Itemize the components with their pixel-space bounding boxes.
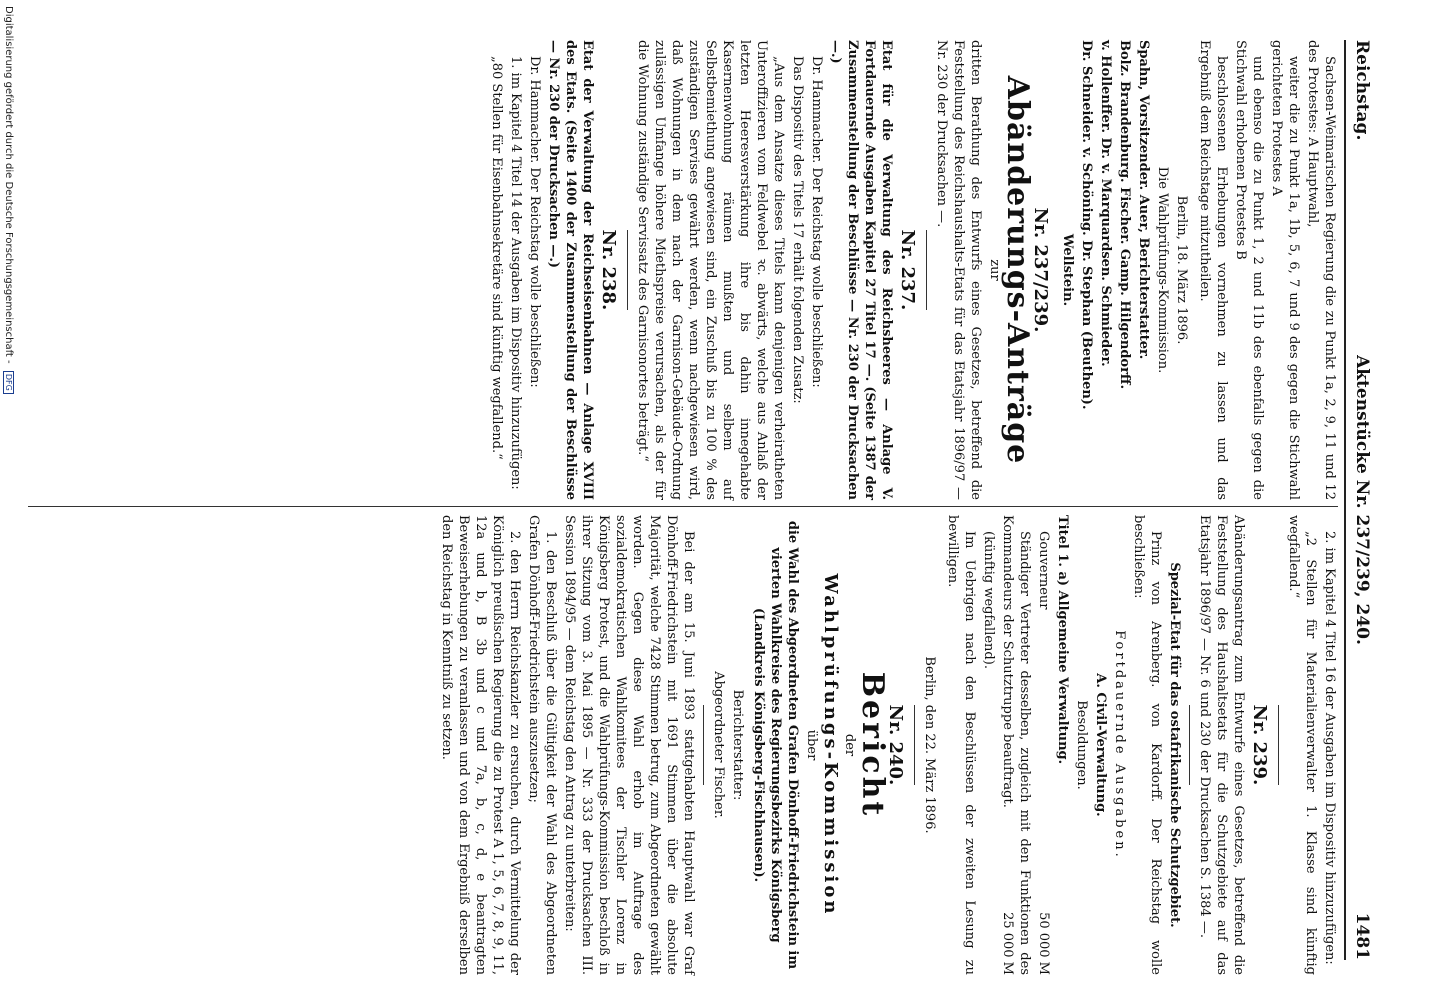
uebrigen: Im Uebrigen nach den Beschlüssen der zweiten Lesung zu bewilligen. <box>945 515 977 975</box>
motion-item-2-quote: „2 Stellen für Materialienverwalter 1. Klasse sind künftig wegfallend.“ <box>1286 515 1318 975</box>
date-2: Berlin, den 22. März 1896. <box>922 656 937 834</box>
civil-verwaltung: A. Civil-Verwaltung. <box>1093 673 1108 817</box>
heading-nr-239: Nr. 239. <box>1249 704 1270 786</box>
signature-line: Dr. Schneider. v. Schöning. Dr. Stephan (Beuthen). <box>1079 40 1094 410</box>
separator-rule <box>627 230 628 310</box>
date-1: Berlin, 18. März 1896. <box>1174 195 1189 345</box>
commission-name: Die Wahlprüfungs-Kommission. <box>1155 166 1170 374</box>
wahl-title: die Wahl des Abgeordneten Grafen Dönhoff-Friedrichstein im vierten Wahlkreise des Regierungsbezirks Königsberg (Landkreis Königsberg-Fischhausen). <box>751 520 800 970</box>
right-column <box>18 515 1338 975</box>
separator-rule <box>914 705 915 785</box>
heading-nr-238: Nr. 238. <box>598 229 619 311</box>
abgeordneter-name: Abgeordneter Fischer. <box>711 671 726 819</box>
titel-1: Titel 1. a) Allgemeine Verwaltung. <box>1055 515 1070 765</box>
kuenftig-wegfallend: (künftig wegfallend). <box>981 531 996 669</box>
fortdauernde-ausgaben: Fortdauernde Ausgaben. <box>1112 630 1127 860</box>
header-left: Reichstag. <box>1352 40 1372 141</box>
heading-nr-237: Nr. 237. <box>897 229 918 311</box>
zur-label: zur <box>987 259 1002 281</box>
separator-rule <box>1278 705 1279 785</box>
staendiger-label: Ständiger Vertreter desselben, zugleich mit den Funktionen des Kommandeurs der Schutztruppe beauftragt. <box>1000 515 1032 975</box>
berichterstatter-label: Berichterstatter: <box>730 689 745 801</box>
intro-line: und ebenso die zu Punkt 1, 2 und 11b des ebenfalls gegen die Stichwahl erhobenen Protestes B <box>1233 40 1265 500</box>
heading-nr-240: Nr. 240. <box>885 704 906 786</box>
header-rule <box>1344 40 1346 960</box>
page-number: 1481 <box>1352 912 1372 960</box>
etat-heer: Etat für die Verwaltung des Reichsheeres — Anlage V. Fortdauernde Ausgaben Kapitel 27 Titel 17 —. (Seite 1387 der Zusammenstellung der Beschlüsse — Nr. 230 der Drucksachen —.) <box>828 40 894 500</box>
motion-item-1: 1. im Kapitel 4 Titel 14 der Ausgaben im Dispositiv hinzuzufügen: <box>508 56 523 490</box>
hammacher-motion-2: Dr. Hammacher. Der Reichstag wolle beschließen: <box>527 56 542 388</box>
arenberg-motion: Prinz von Arenberg. von Kardorff. Der Reichstag wolle beschließen: <box>1131 515 1163 975</box>
separator-rule <box>926 230 927 310</box>
left-column <box>18 40 1338 500</box>
kommission-title: Wahlprüfungs-Kommission <box>820 573 841 917</box>
separator-rule <box>1189 705 1190 785</box>
gouverneur-row <box>1035 515 1052 975</box>
column-divider <box>28 506 1338 507</box>
hammacher-motion-1: Dr. Hammacher. Der Reichstag wolle beschließen: <box>809 56 824 388</box>
der-label: der <box>842 733 857 757</box>
besoldungen: Besoldungen. <box>1074 700 1089 790</box>
motion-item-1-quote: „80 Stellen für Eisenbahnsekretäre sind künftig wegfallend.“ <box>489 56 504 460</box>
etat-bahn: Etat der Verwaltung der Reichseisenbahnen — Anlage XVIII des Etats. (Seite 1400 der Zusammenstellung der Beschlüsse — Nr. 230 der Drucksachen —.) <box>546 40 595 500</box>
ueber-label: über <box>804 729 819 761</box>
signature-line: Wellstein. <box>1060 233 1075 307</box>
request-2: 2. den Herrn Reichskanzler zu ersuchen, durch Vermittelung der Königlich preußischen Regierung die zu Protest A 1, 5, 6, 7, 8, 9, 11, 12a und b, B 3b und c und 7a, b, c, d, e beantragten Beweiserhebungen zu veranlassen und von dem Ergebniß derselben den Reichstag in Kenntniß zu setzen. <box>439 515 522 975</box>
staendiger-row <box>999 515 1033 975</box>
signature-line: v. Hollenffer. Dr. v. Marquardsen. Schmieder. <box>1098 40 1113 367</box>
intro-line: Sachsen-Weimarischen Regierung die zu Punkt 1a, 2, 9, 11 und 12 des Protestes: A Hauptwahl, <box>1305 40 1337 500</box>
bericht-body: Bei der am 15. Juni 1893 stattgehabten Hauptwahl war Graf Dönhoff-Friedrichstein mit 1691 Stimmen über die absolute Majorität, welche 7428 Stimmen betrug, zum Abgeordneten gewählt worden. Gegen diese Wahl erhob im Auftrage des sozialdemokratischen Wahlkomitees der Tischler Lorenz in Königsberg Protest, und die Wahlprüfungs-Kommission beschloß in ihrer Sitzung vom 3. Mai 1895 — Nr. 333 der Drucksachen III. Session 1894/95 — dem Reichstag den Antrag zu unterbreiten: <box>562 515 696 975</box>
title-antraege: Abänderungs-Anträge <box>1000 75 1035 465</box>
request-1: 1. den Beschluß über die Gültigkeit der Wahl des Abgeordneten Grafen Dönhoff-Friedrichstein auszusetzen; <box>526 515 558 975</box>
gouverneur-label: Gouverneur <box>1036 531 1051 610</box>
antrag-239: Abänderungsantrag zum Entwurfe eines Gesetzes, betreffend die Feststellung des Haushaltsetats für die Schutzgebiete auf das Etatsjahr 1896/97 — Nr. 6 und 230 der Drucksachen S. 1384 —. <box>1197 515 1246 975</box>
gouverneur-amount: 50 000 M <box>1036 912 1051 975</box>
dispositiv-1: Das Dispositiv des Titels 17 erhält folgenden Zusatz: <box>790 56 805 404</box>
antraege-text: dritten Berathung des Entwurfs eines Gesetzes, betreffend die Feststellung des Reichshaushalts-Etats für das Etatsjahr 1896/97 — Nr. 230 der Drucksachen —. <box>934 40 983 500</box>
signature-line: Bolz. Brandenburg. Fischer. Gamp. Hilgendorff. <box>1117 40 1132 390</box>
heading-nr-237-239: Nr. 237/239. <box>1030 207 1051 333</box>
separator-rule <box>703 705 704 785</box>
digitization-text: Digitalisierung gefördert durch die Deutsche Forschungsgemeinschaft - <box>3 6 14 364</box>
bericht-title: Bericht <box>855 671 890 819</box>
signature-line: Spahn, Vorsitzender. Auer, Berichterstatter. <box>1136 40 1151 360</box>
staendiger-amount: 25 000 M <box>1000 912 1015 975</box>
dfg-logo: DFG <box>3 371 14 394</box>
special-etat: Spezial-Etat für das ostafrikanische Schutzgebiet. <box>1167 562 1182 928</box>
page-header <box>1342 40 1372 960</box>
header-center: Aktenstücke Nr. 237/239, 240. <box>1352 355 1372 645</box>
motion-item-2: 2. im Kapitel 4 Titel 16 der Ausgaben im Dispositiv hinzuzufügen: <box>1322 531 1337 965</box>
intro-line: beschlossenen Erhebungen vornehmen zu lassen und das Ergebniß dem Reichstage mitzutheilen. <box>1197 40 1229 500</box>
digitization-note <box>0 0 14 1000</box>
intro-line: weiter die zu Punkt 1a, 1b, 5, 6, 7 und 9 des gegen die Stichwahl gerichteten Protestes A <box>1269 40 1301 500</box>
zusatz-text: „Aus dem Ansatze dieses Titels kann denjenigen verheiratheten Unteroffizieren vom Feldwebel ꝛc. abwärts, welche aus Anlaß der letzten Heeresverstärkung ihre bis dahin innegehabte Kasernenwohnung räumen mußten und selbem auf Selbstbemiethung angewiesen sind, ein Zuschuß bis zu 100 % des zuständigen Servises gewährt werden, wenn nachgewiesen wird, daß Wohnungen in dem nach der Garnison-Gebäude-Ordnung zulässigen Umfange höhere Miethspreise verursachen, als der für die Wohnung zuständige Servissatz des Garnisonortes beträgt.“ <box>635 40 786 500</box>
